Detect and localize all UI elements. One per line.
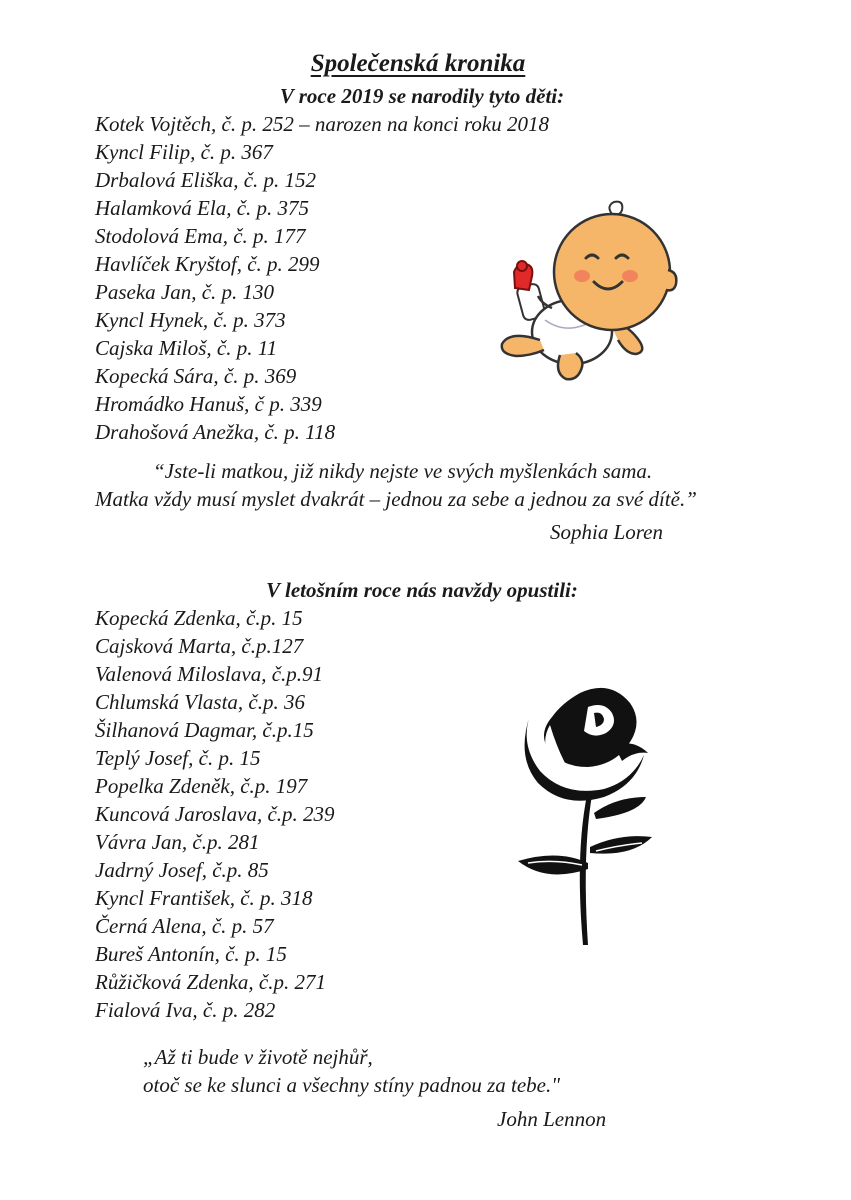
- death-entry: Vávra Jan, č.p. 281: [95, 830, 260, 854]
- birth-entry: Hromádko Hanuš, č p. 339: [95, 392, 322, 416]
- death-entry: Černá Alena, č. p. 57: [95, 914, 274, 938]
- page-title: Společenská kronika: [310, 50, 526, 77]
- death-entry: Růžičková Zdenka, č.p. 271: [95, 970, 326, 994]
- death-entry: Kopecká Zdenka, č.p. 15: [95, 606, 303, 630]
- death-entry: Šilhanová Dagmar, č.p.15: [95, 718, 314, 742]
- quote-2-line-1: „Až ti bude v životě nejhůř,: [143, 1045, 373, 1069]
- death-entry: Fialová Iva, č. p. 282: [95, 998, 276, 1022]
- birth-entry: Kopecká Sára, č. p. 369: [95, 364, 297, 388]
- birth-entry: Havlíček Kryštof, č. p. 299: [95, 252, 320, 276]
- birth-entry: Kyncl Filip, č. p. 367: [95, 140, 273, 164]
- death-entry: Jadrný Josef, č.p. 85: [95, 858, 269, 882]
- baby-head: [554, 202, 676, 330]
- death-entry: Bureš Antonín, č. p. 15: [95, 942, 287, 966]
- birth-entry: Kotek Vojtěch, č. p. 252 – narozen na konci roku 2018: [95, 112, 549, 136]
- birth-entry: Drahošová Anežka, č. p. 118: [95, 420, 336, 444]
- baby-illustration: [490, 200, 680, 385]
- deaths-heading: V letošním roce nás navždy opustili:: [266, 578, 578, 602]
- birth-entry: Stodolová Ema, č. p. 177: [95, 224, 306, 248]
- death-entry: Teplý Josef, č. p. 15: [95, 746, 261, 770]
- birth-entry: Halamková Ela, č. p. 375: [95, 196, 310, 220]
- quote-2-author: John Lennon: [497, 1107, 607, 1131]
- birth-entry: Kyncl Hynek, č. p. 373: [95, 308, 286, 332]
- rose-icon: [518, 688, 652, 945]
- death-entry: Cajsková Marta, č.p.127: [95, 634, 304, 658]
- death-entry: Popelka Zdeněk, č.p. 197: [95, 774, 308, 798]
- rose-illustration: [510, 685, 670, 950]
- birth-entry: Paseka Jan, č. p. 130: [95, 280, 275, 304]
- death-entry: Kyncl František, č. p. 318: [95, 886, 313, 910]
- quote-1-line-2: Matka vždy musí myslet dvakrát – jednou za sebe a jednou za své dítě.”: [95, 487, 697, 511]
- quote-1-author: Sophia Loren: [550, 520, 663, 544]
- births-list: [95, 110, 549, 446]
- births-heading: V roce 2019 se narodily tyto děti:: [279, 84, 565, 108]
- death-entry: Chlumská Vlasta, č.p. 36: [95, 690, 305, 714]
- quote-2-line-2: otoč se ke slunci a všechny stíny padnou za tebe.": [143, 1073, 561, 1097]
- quote-1-line-1: “Jste-li matkou, již nikdy nejste ve svých myšlenkách sama.: [153, 459, 653, 483]
- birth-entry: Cajska Miloš, č. p. 11: [95, 336, 278, 360]
- death-entry: Kuncová Jaroslava, č.p. 239: [95, 802, 335, 826]
- deaths-list: [95, 604, 335, 1024]
- birth-entry: Drbalová Eliška, č. p. 152: [95, 168, 317, 192]
- death-entry: Valenová Miloslava, č.p.91: [95, 662, 324, 686]
